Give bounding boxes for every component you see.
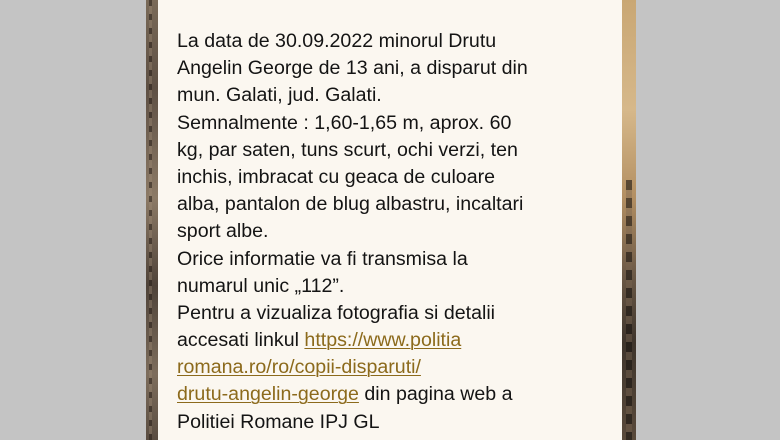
notice-line-with-link: [177, 381, 617, 408]
notice-line: kg, par saten, tuns scurt, ochi verzi, ten: [177, 138, 518, 161]
notice-line: Semnalmente : 1,60-1,65 m, aprox. 60: [177, 111, 512, 134]
background-photo-left-edge: [146, 0, 158, 440]
notice-line: Politiei Romane IPJ GL: [177, 410, 380, 433]
notice-line-with-link: [177, 327, 617, 354]
message-card: [158, 0, 622, 440]
notice-text: din pagina web a: [358, 383, 513, 406]
notice-line: alba, pantalon de blug albastru, incaltari: [177, 193, 524, 216]
background-photo-right-edge: [622, 0, 636, 440]
missing-person-notice: [177, 28, 617, 436]
notice-line: mun. Galati, jud. Galati.: [177, 84, 382, 107]
notice-line-with-link: [177, 354, 617, 381]
notice-line: inchis, imbracat cu geaca de culoare: [177, 165, 496, 188]
police-website-link-end[interactable]: drutu-angelin-george: [177, 383, 359, 406]
notice-line: Angelin George de 13 ani, a disparut din: [177, 57, 528, 80]
notice-line: Pentru a vizualiza fotografia si detalii: [177, 301, 496, 324]
notice-line: sport albe.: [177, 220, 269, 243]
notice-text: accesati linkul: [177, 329, 305, 352]
notice-line: La data de 30.09.2022 minorul Drutu: [177, 30, 497, 52]
notice-line: Orice informatie va fi transmisa la: [177, 247, 468, 270]
police-website-link[interactable]: https://www.politia: [304, 329, 462, 352]
notice-line: numarul unic „112”.: [177, 274, 345, 297]
police-website-link-continued[interactable]: romana.ro/ro/copii-disparuti/: [177, 356, 421, 379]
